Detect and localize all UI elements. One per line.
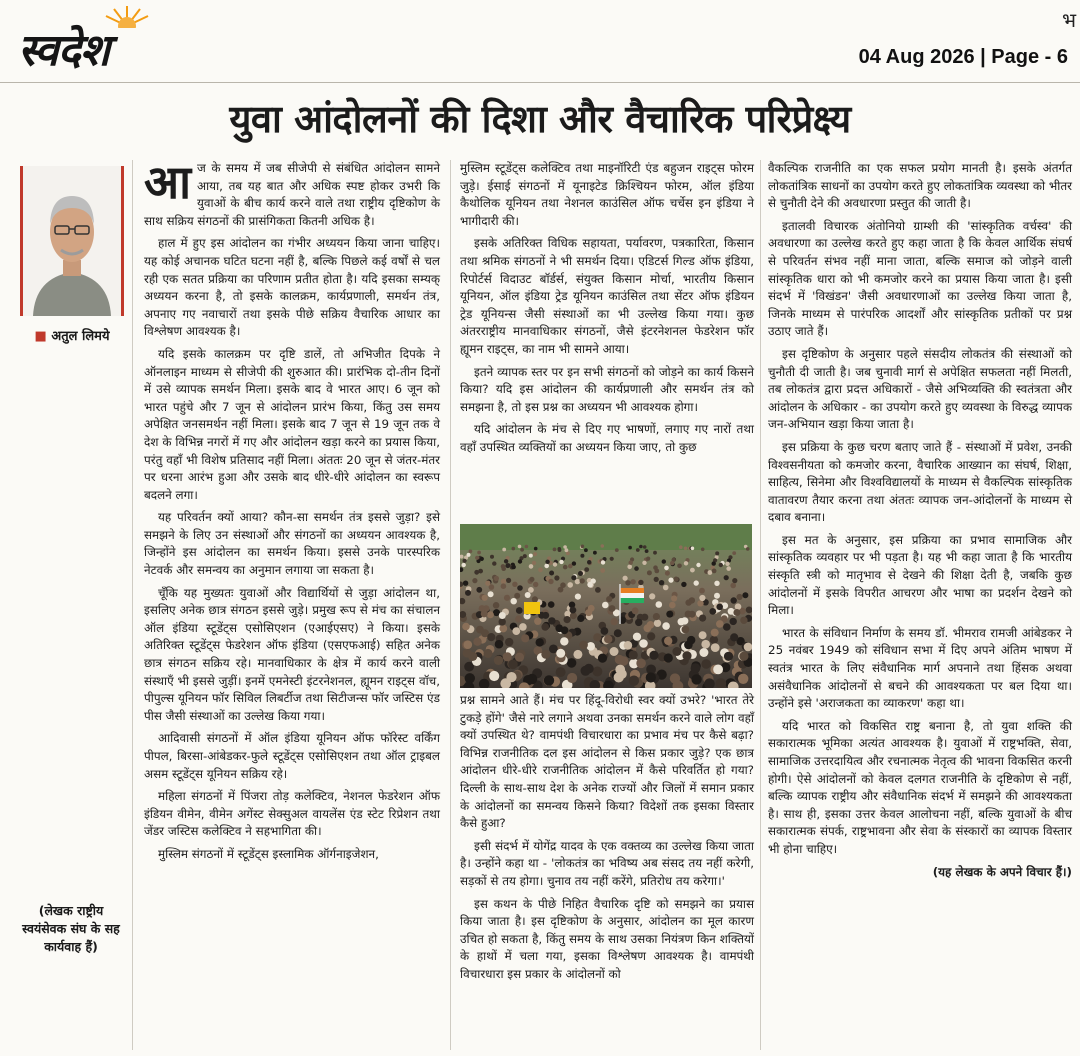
bullet-icon: ■ (34, 329, 47, 344)
article-paragraph: भारत के संविधान निर्माण के समय डॉ. भीमराव रामजी आंबेडकर ने 25 नवंबर 1949 को संविधान सभा में दिए अपने अंतिम भाषण में स्वतंत्र भारत के लिए संवैधानिक मार्ग अपनाने तथा हिंसक अथवा असंवैधानिक आंदोलनों से बचने की आवश्यकता पर बल दिया था। उन्होंने इसे 'अराजकता का व्याकरण' कहा था। (768, 625, 1072, 711)
author-portrait-icon (23, 166, 121, 316)
article-paragraph: यह परिवर्तन क्यों आया? कौन-सा समर्थन तंत्र इससे जुड़ा? इसे समझने के लिए उन संस्थाओं और संगठनों का अध्ययन आवश्यक है, जिन्होंने इस आंदोलन का समर्थन किया। इससे उनके पारस्परिक नेटवर्क और समन्वय का अनुमान लगाया जा सकता है। (144, 510, 440, 578)
masthead-rule (0, 82, 1080, 83)
article-column-3 (768, 160, 1072, 886)
article-paragraph: आदिवासी संगठनों में ऑल इंडिया यूनियन ऑफ फॉरेस्ट वर्किंग पीपल, बिरसा-आंबेडकर-फुले स्टूडेंट्स एसोसिएशन तथा ऑल ट्राइबल असम स्टूडेंट्स यूनियन सक्रिय रहे। (144, 731, 440, 781)
drop-cap: आ (144, 155, 192, 209)
article-paragraph: इतालवी विचारक अंतोनियो ग्राम्शी की 'सांस्कृतिक वर्चस्व' की अवधारणा का उल्लेख करते हुए कहा जाता है कि केवल आर्थिक संघर्ष से परिवर्तन संभव नहीं माना जाता, बल्कि समाज को जोड़ने वाली सांस्कृतिक धारा को भी कमजोर करने का प्रयास किया जाता है। इसी संदर्भ में 'विखंडन' जैसी अवधारणाओं का उल्लेख किया जाता है, जिनके माध्यम से पारंपरिक आदर्शों और सांस्कृतिक प्रतीकों पर प्रश्न उठाए जाते हैं। (768, 218, 1073, 339)
author-note: (लेखक राष्ट्रीय स्वयंसेवक संघ के सह कार्यवाह हैं) (22, 903, 120, 955)
author-block (20, 166, 124, 372)
article-paragraph: मुस्लिम संगठनों में स्टूडेंट्स इस्लामिक ऑर्गनाइजेशन, (158, 846, 379, 861)
article-signoff: (यह लेखक के अपने विचार हैं।) (932, 864, 1072, 879)
crowd-image (460, 524, 752, 688)
article-paragraph: इस कथन के पीछे निहित वैचारिक दृष्टि को समझने का प्रयास किया जाता है। इस दृष्टिकोण के अनुसार, आंदोलन का मूल कारण उचित हो सकता है, किंतु समय के साथ उसका नियंत्रण किन शक्तियों के हाथों में चला गया, इसका विश्लेषण आवश्यक है। वामपंथी विचारधारा इस प्रकार के आंदोलनों को (460, 896, 754, 981)
author-name-line (20, 326, 124, 344)
article-paragraph: इतने व्यापक स्तर पर इन सभी संगठनों को जोड़ने का कार्य किसने किया? यदि इस आंदोलन की कार्यप्रणाली और समर्थन तंत्र को समझना है, तो इस प्रश्न का अध्ययन भी आवश्यक होगा। (460, 364, 754, 414)
column-divider (132, 160, 133, 1050)
article-paragraph: इस प्रक्रिया के कुछ चरण बताए जाते हैं - संस्थाओं में प्रवेश, उनकी विश्वसनीयता को कमजोर करना, वैचारिक आख्यान का संघर्ष, शिक्षा, साहित्य, सिनेमा और विश्वविद्यालयों के माध्यम से वैकल्पिक सांस्कृतिक वातावरण तैयार करना तथा अंततः व्यापक जन-आंदोलनों के माध्यम से दबाव बनाना। (768, 439, 1072, 525)
article-paragraph: प्रश्न सामने आते हैं। मंच पर हिंदू-विरोधी स्वर क्यों उभरे? 'भारत तेरे टुकड़े होंगे' जैसे नारे लगाने अथवा उनका समर्थन करने वाले लोग वहाँ क्यों उपस्थित थे? वामपंथी विचारधारा का प्रभाव मंच पर कैसे बढ़ा? विभिन्न राजनीतिक दल इस आंदोलन से किस प्रकार जुड़े? एक छात्र आंदोलन धीरे-धीरे राजनीतिक आंदोलन में कैसे परिवर्तित हो गया? दिल्ली के साथ-साथ देश के अनेक राज्यों और जिलों में समान प्रकार के आंदोलनों का समन्वय किसने किया? विदेशों तक इसका विस्तार कैसे हुआ? (460, 693, 754, 831)
article-paragraph: मुस्लिम स्टूडेंट्स कलेक्टिव तथा माइनॉरिटी एंड बहुजन राइट्स फोरम जुड़े। ईसाई संगठनों में यूनाइटेड क्रिश्चियन फोरम, ऑल इंडिया कैथोलिक यूनियन तथा नेशनल काउंसिल ऑफ चर्चेस इन इंडिया ने भागीदारी की। (460, 161, 754, 228)
article-paragraph: यदि इसके कालक्रम पर दृष्टि डालें, तो अभिजीत दिपके ने ऑनलाइन माध्यम से सीजेपी की शुरुआत की। प्रारंभिक दो-तीन दिनों में उसे व्यापक समर्थन मिला। इसके बाद वे भारत आए। 6 जून को भारत पहुंचे और 7 जून से आंदोलन प्रारंभ किया, किंतु उस समय अपेक्षित जनसमर्थन नहीं मिला। इसके बाद 7 जून से 19 जून तक वे देश के विभिन्न नगरों में गए और आंदोलन खड़ा करने का प्रयास किया, परंतु वहाँ भी विशेष प्रतिसाद नहीं मिला। अंततः 20 जून से जंतर-मंतर पर धरना आरंभ हुआ और उसके बाद धीरे-धीरे आंदोलन का स्वरूप बदलने लगा। (144, 346, 440, 502)
article-paragraph: इसी संदर्भ में योगेंद्र यादव के एक वक्तव्य का उल्लेख किया जाता है। उन्होंने कहा था - 'लोकतंत्र का भविष्य अब संसद तय नहीं करेगी, सड़कों से तय होगा। चुनाव तय नहीं करेंगे, प्रतिरोध तय करेगा।' (460, 838, 754, 888)
article-paragraph: इसके अतिरिक्त विधिक सहायता, पर्यावरण, पत्रकारिता, किसान तथा श्रमिक संगठनों ने भी समर्थन दिया। एडिटर्स गिल्ड ऑफ इंडिया, रिपोर्टर्स विदाउट बॉर्डर्स, संयुक्त किसान मोर्चा, भारतीय किसान यूनियन, ऑल इंडिया ट्रेड यूनियन काउंसिल तथा सेंटर ऑफ इंडियन ट्रेड यूनियन्स जैसी संस्थाओं का भी उल्लेख किया गया। कुछ अंतरराष्ट्रीय मानवाधिकार संगठनों, जैसे इंटरनेशनल फेडरेशन फॉर ह्यूमन राइट्स, का नाम भी सामने आया। (460, 236, 754, 356)
protest-crowd-photo (460, 524, 752, 688)
article-paragraph: इस मत के अनुसार, इस प्रक्रिया का प्रभाव सामाजिक और सांस्कृतिक व्यवहार पर भी पड़ता है। यह भी कहा जाता है कि भारतीय संस्कृति स्त्री को मातृभाव से देखने की शिक्षा देती है, जबकि कुछ आंदोलनों में इसके विपरीत आचरण और भाषा का प्रदर्शन देखने को मिला। (768, 532, 1072, 618)
masthead (0, 0, 1080, 82)
author-photo (20, 166, 124, 316)
column-divider (450, 160, 451, 1050)
article-column-2-continued (460, 692, 754, 989)
logo-text: स्वदेश (18, 25, 109, 76)
sun-icon (102, 4, 152, 28)
article-headline: युवा आंदोलनों की दिशा और वैचारिक परिप्रेक्ष्य (229, 97, 851, 141)
article-column-2 (460, 160, 754, 462)
article-paragraph: हाल में हुए इस आंदोलन का गंभीर अध्ययन किया जाना चाहिए। यह कोई अचानक घटित घटना नहीं है, बल्कि पिछले कई वर्षों से चल रही एक सतत प्रक्रिया का परिणाम प्रतीत होता है। यदि इसका सम्यक् अध्ययन करना है, तो इसके कालक्रम, कार्यप्रणाली, समर्थन तंत्र, अपनाए गए नवाचारों तथा इसके पीछे सक्रिय वैचारिक आधार का विश्लेषण आवश्यक है। (144, 236, 440, 339)
article-paragraph: महिला संगठनों में पिंजरा तोड़ कलेक्टिव, नेशनल फेडरेशन ऑफ इंडियन वीमेन, वीमेन अगेंस्ट सेक्सुअल वायलेंस एंड स्टेट रिप्रेशन तथा जेंडर जस्टिस कलेक्टिव ने सहभागिता की। (144, 789, 440, 839)
article-paragraph: इस दृष्टिकोण के अनुसार पहले संसदीय लोकतंत्र की संस्थाओं को चुनौती दी जाती है। जब चुनावी मार्ग से अपेक्षित सफलता नहीं मिलती, तब लोकतंत्र द्वारा प्रदत्त अधिकारों - जैसे अभिव्यक्ति की स्वतंत्रता और आंदोलन के अधिकार - का उपयोग करते हुए व्यवस्था के विरुद्ध व्यापक जन-अभियान खड़ा किया जाता है। (768, 346, 1072, 432)
article-paragraph: यदि भारत को विकसित राष्ट्र बनाना है, तो युवा शक्ति की सकारात्मक भूमिका अत्यंत आवश्यक है। युवाओं में राष्ट्रभक्ति, सेवा, सामाजिक उत्तरदायित्व और रचनात्मक नेतृत्व की भावना विकसित करनी होगी। ऐसे आंदोलनों को केवल दलगत राजनीति के दृष्टिकोण से नहीं, बल्कि व्यापक राष्ट्रीय और संवैधानिक संदर्भ में समझने की आवश्यकता है। साथ ही, इसका उत्तर केवल आलोचना नहीं, बल्कि युवाओं के बीच सकारात्मक संपर्क, राष्ट्रभावना और सेवा के संस्कारों का व्यापक विस्तार भी होना चाहिए। (768, 718, 1072, 856)
date-page-line: 04 Aug 2026 | Page - 6 (858, 46, 1068, 68)
article-paragraph: आज के समय में जब सीजेपी से संबंधित आंदोलन सामने आया, तब यह बात और अधिक स्पष्ट होकर उभरी कि युवाओं के बीच कार्य करने वाले तथा राष्ट्रीय दृष्टिकोण के साथ सक्रिय संगठनों की प्रासंगिकता कितनी अधिक है। (144, 155, 440, 228)
article-paragraph: वैकल्पिक राजनीति का एक सफल प्रयोग मानती है। इसके अंतर्गत लोकतांत्रिक साधनों का उपयोग करते हुए लोकतांत्रिक व्यवस्था को भीतर से चुनौती देने की अवधारणा प्रस्तुत की जाती है। (768, 161, 1072, 211)
author-name: अतुल लिमये (51, 329, 110, 344)
article-paragraph: चूँकि यह मुख्यतः युवाओं और विद्यार्थियों से जुड़ा आंदोलन था, इसलिए अनेक छात्र संगठन इससे जुड़े। प्रमुख रूप से मंच का संचालन ऑल इंडिया स्टूडेंट्स एसोसिएशन (एआईएसए) ने किया। इसके अतिरिक्त स्टूडेंट्स फेडरेशन ऑफ इंडिया (एसएफआई) सहित अनेक छात्र संगठन सक्रिय रहे। मानवाधिकार के क्षेत्र में कार्य करने वाली संस्थाएँ भी इससे जुड़ीं। इनमें एमनेस्टी इंटरनेशनल, ह्यूमन राइट्स वॉच, पीपुल्स यूनियन फॉर सिविल लिबर्टीज तथा सिटीजन्स फॉर जस्टिस एंड पीस जैसी संस्थाओं का उल्लेख किया गया। (144, 585, 440, 723)
column-divider (760, 160, 761, 1050)
article-paragraph: यदि आंदोलन के मंच से दिए गए भाषणों, लगाए गए नारों तथा वहाँ उपस्थित व्यक्तियों का अध्ययन किया जाए, तो कुछ (460, 422, 754, 454)
article-column-1 (144, 155, 440, 869)
newspaper-logo (18, 4, 228, 80)
corner-mark: भ (1061, 8, 1076, 32)
